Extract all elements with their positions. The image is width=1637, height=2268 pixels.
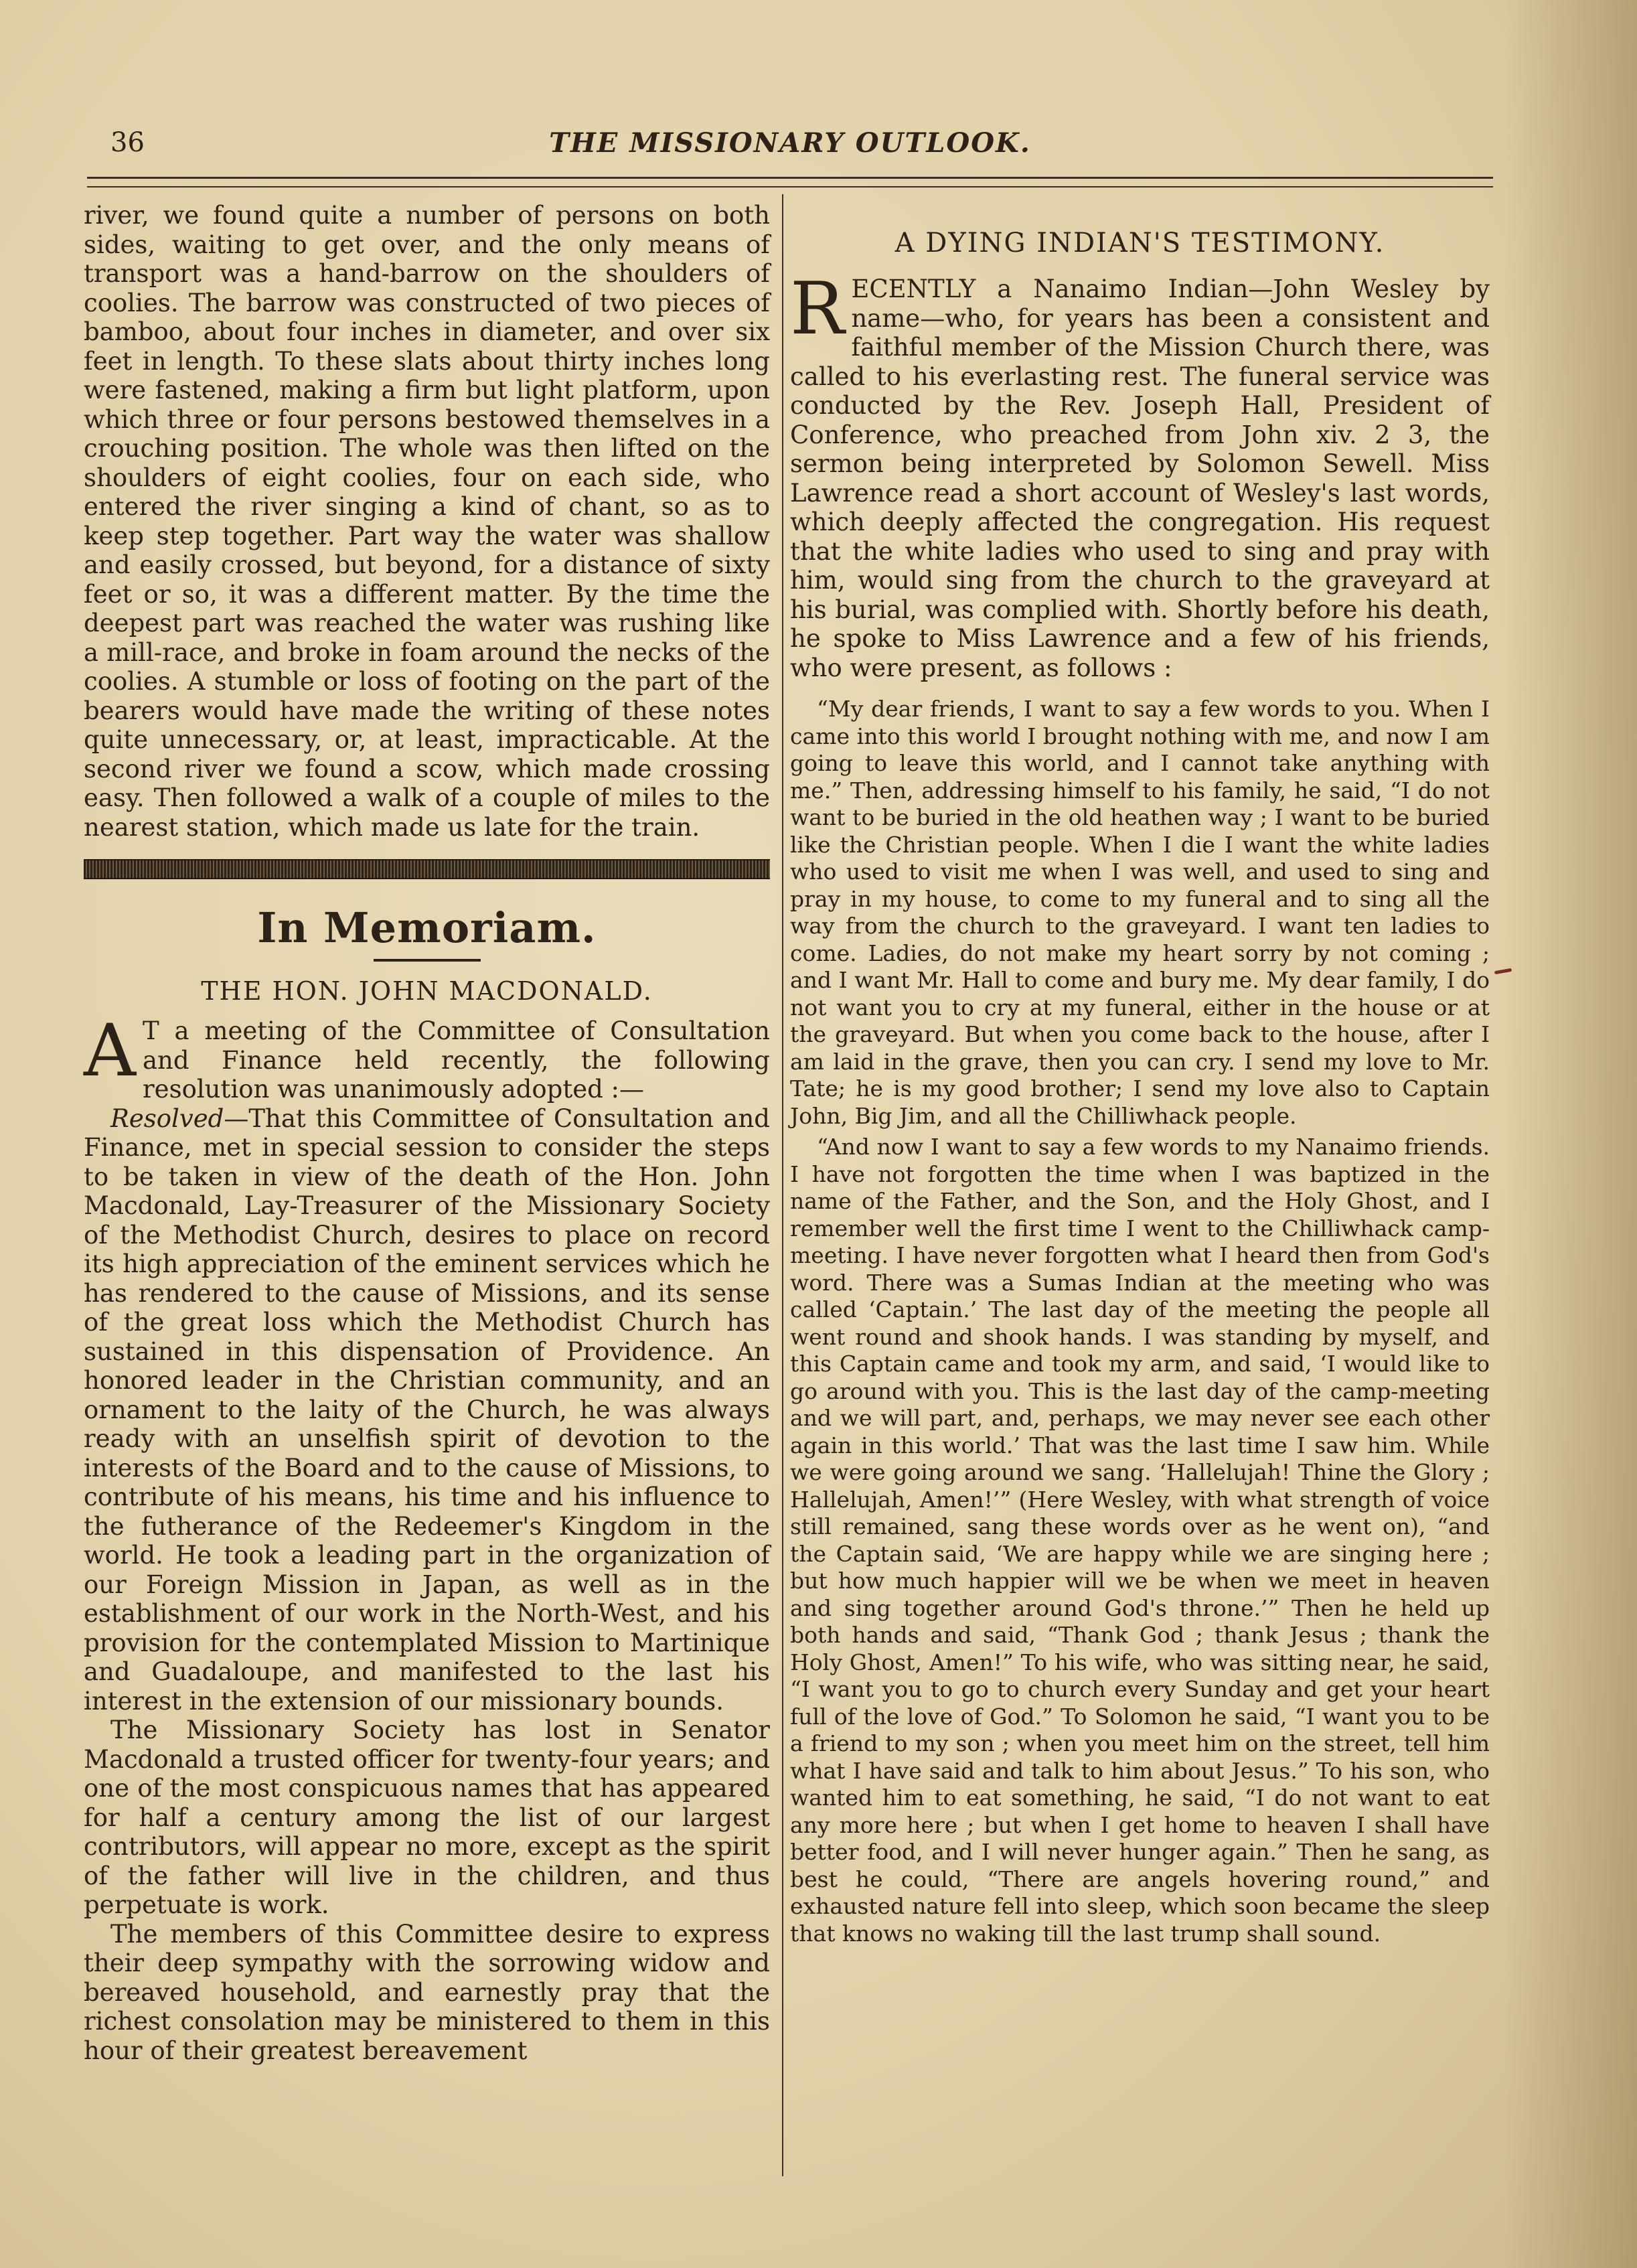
resolved-label: Resolved (110, 1104, 224, 1133)
article-headline: A DYING INDIAN'S TESTIMONY. (894, 228, 1385, 258)
spacer (790, 682, 1490, 696)
memoriam-subheading: THE HON. JOHN MACDONALD. (201, 976, 653, 1006)
header-rule (87, 177, 1493, 179)
sympathy-paragraph: The members of this Committee desire to express their deep sympathy with the sorrowing widow and bereaved household, and earnestly pray that the richest consolation may be ministered to them in this hour of their greatest bereavement (84, 1919, 770, 2065)
society-paragraph: The Missionary Society has lost in Senator Macdonald a trusted officer for twenty-four years; and one of the most conspicuous names that has appeared for half a century among the list of our largest contributors, will appear no more, except as the spirit of the father will live in the children, and thus perpetuate is work. (84, 1716, 770, 1919)
running-title: THE MISSIONARY OUTLOOK. (549, 127, 1031, 159)
article-lead-block (790, 267, 1490, 682)
header-rule-thin (87, 186, 1493, 187)
resolution-text: —That this Committee of Consultation and Finance, met in special session to consider the steps to be taken in view of the death of the Hon. John Macdonald, Lay-Treasurer of the Missionary Society of the Methodist Church, desires to place on record its high appreciation of the eminent services which he has rendered to the cause of Missions, and its sense of the great loss which the Methodist Church has sustained in this dispensation of Providence. An honored leader in the Christian community, and an ornament to the laity of the Church, he was always ready with an unselfish spirit of devotion to the interests of the Board and to the cause of Missions, to contribute of his means, his time and his influence to the futherance of the Redeemer's Kingdom in the world. He took a leading part in the organization of our Foreign Mission in Japan, as well as in the establishment of our work in the North-West, and his provision for the contemplated Mission to Martinique and Guadaloupe, and manifested to the last his interest in the extension of our missionary bounds. (84, 1104, 770, 1716)
ornamental-rule (84, 859, 770, 879)
left-column (84, 201, 770, 2065)
memoriam-heading: In Memoriam. (257, 903, 597, 952)
continued-paragraph: river, we found quite a number of persons on both sides, waiting to get over, and the only means of transport was a hand-barrow on the shoulders of coolies. The barrow was constructed of two pieces of bamboo, about four inches in diameter, and over six feet in length. To these slats about thirty inches long were fastened, making a firm but light platform, upon which three or four persons bestowed themselves in a crouching position. The whole was then lifted on the shoulders of eight coolies, four on each side, who entered the river singing a kind of chant, so as to keep step together. Part way the water was shallow and easily crossed, but beyond, for a distance of sixty feet or so, it was a different matter. By the time the deepest part was reached the water was rushing like a mill-race, and broke in foam around the necks of the coolies. A stumble or loss of footing on the part of the bearers would have made the writing of these notes quite unnecessary, or, at least, impracticable. At the second river we found a scow, which made crossing easy. Then followed a walk of a couple of miles to the nearest station, which made us late for the train. (84, 201, 770, 842)
page-edge-shadow (1503, 0, 1637, 2268)
memoriam-intro: T a meeting of the Committee of Consultation and Finance held recently, the following resolution was unanimously adopted :— (143, 1016, 770, 1104)
dropcap-r: R (790, 267, 845, 351)
dropcap-a: A (84, 1009, 136, 1093)
article-lead: ECENTLY a Nanaimo Indian—John Wesley by name—who, for years has been a consistent and faithful member of the Mission Church there, was called to his everlasting rest. The funeral service was conducted by the Rev. Joseph Hall, President of Conference, who preached from John xiv. 2 3, the sermon being interpreted by Solomon Sewell. Miss Lawrence read a short account of Wesley's last words, which deeply affected the congregation. His request that the white ladies who used to sing and pray with him, would sing from the church to the graveyard at his burial, was complied with. Shortly before his death, he spoke to Miss Lawrence and a few of his friends, who were present, as follows : (790, 275, 1490, 682)
memoriam-intro-block (84, 1009, 770, 1104)
right-column (790, 201, 1490, 1947)
column-divider (782, 194, 783, 2176)
quote-paragraph-1: “My dear friends, I want to say a few words to you. When I came into this world I brought nothing with me, and now I am going to leave this world, and I cannot take anything with me.” Then, addressing himself to his family, he said, “I do not want to be buried in the old heathen way ; I want to be buried like the Christian people. When I die I want the white ladies who used to visit me when I was well, and used to sing and pray in my house, to come to my funeral and to sing all the way from the church to the graveyard. I want ten ladies to come. Ladies, do not make my heart sorry by not coming ; and I want Mr. Hall to come and bury me. My dear family, I do not want you to cry at my funeral, either in the house or at the graveyard. But when you come back to the house, after I am laid in the grave, then you can cry. I send my love to Mr. Tate; he is my good brother; I send my love also to Captain John, Big Jim, and all the Chilliwhack people. (790, 696, 1490, 1129)
page-number: 36 (110, 127, 145, 158)
short-rule (374, 959, 481, 962)
page-header (87, 117, 1493, 171)
quote-paragraph-2: “And now I want to say a few words to my Nanaimo friends. I have not forgotten the time when I was baptized in the name of the Father, and the Son, and the Holy Ghost, and I remember well the first time I went to the Chilliwhack camp-meeting. I have never forgotten what I heard then from God's word. There was a Sumas Indian at the meeting who was called ‘Captain.’ The last day of the meeting the people all went round and shook hands. I was standing by myself, and this Captain came and took my arm, and said, ‘I would like to go around with you. This is the last day of the camp-meeting and we will part, and, perhaps, we may never see each other again in this world.’ That was the last time I saw him. While we were going around we sang. ‘Hallelujah! Thine the Glory ; Hallelujah, Amen!’” (Here Wesley, with what strength of voice still remained, sang these words over as he went on), “and the Captain said, ‘We are happy while we are singing here ; but how much happier will we be when we meet in heaven and sing together around God's throne.’” Then he held up both hands and said, “Thank God ; thank Jesus ; thank the Holy Ghost, Amen!” To his wife, who was sitting near, he said, “I want you to go to church every Sunday and get your heart full of the love of God.” To Solomon he said, “I want you to be a friend to my son ; when you meet him on the street, tell him what I have said and talk to him about Jesus.” To his son, who wanted him to eat something, he said, “I do not want to eat any more here ; but when I get home to heaven I shall have better food, and I will never hunger again.” Then he sang, as best he could, “There are angels hovering round,” and exhausted nature fell into sleep, which soon became the sleep that knows no waking till the last trump shall sound. (790, 1134, 1490, 1947)
resolution-paragraph (84, 1104, 770, 1716)
